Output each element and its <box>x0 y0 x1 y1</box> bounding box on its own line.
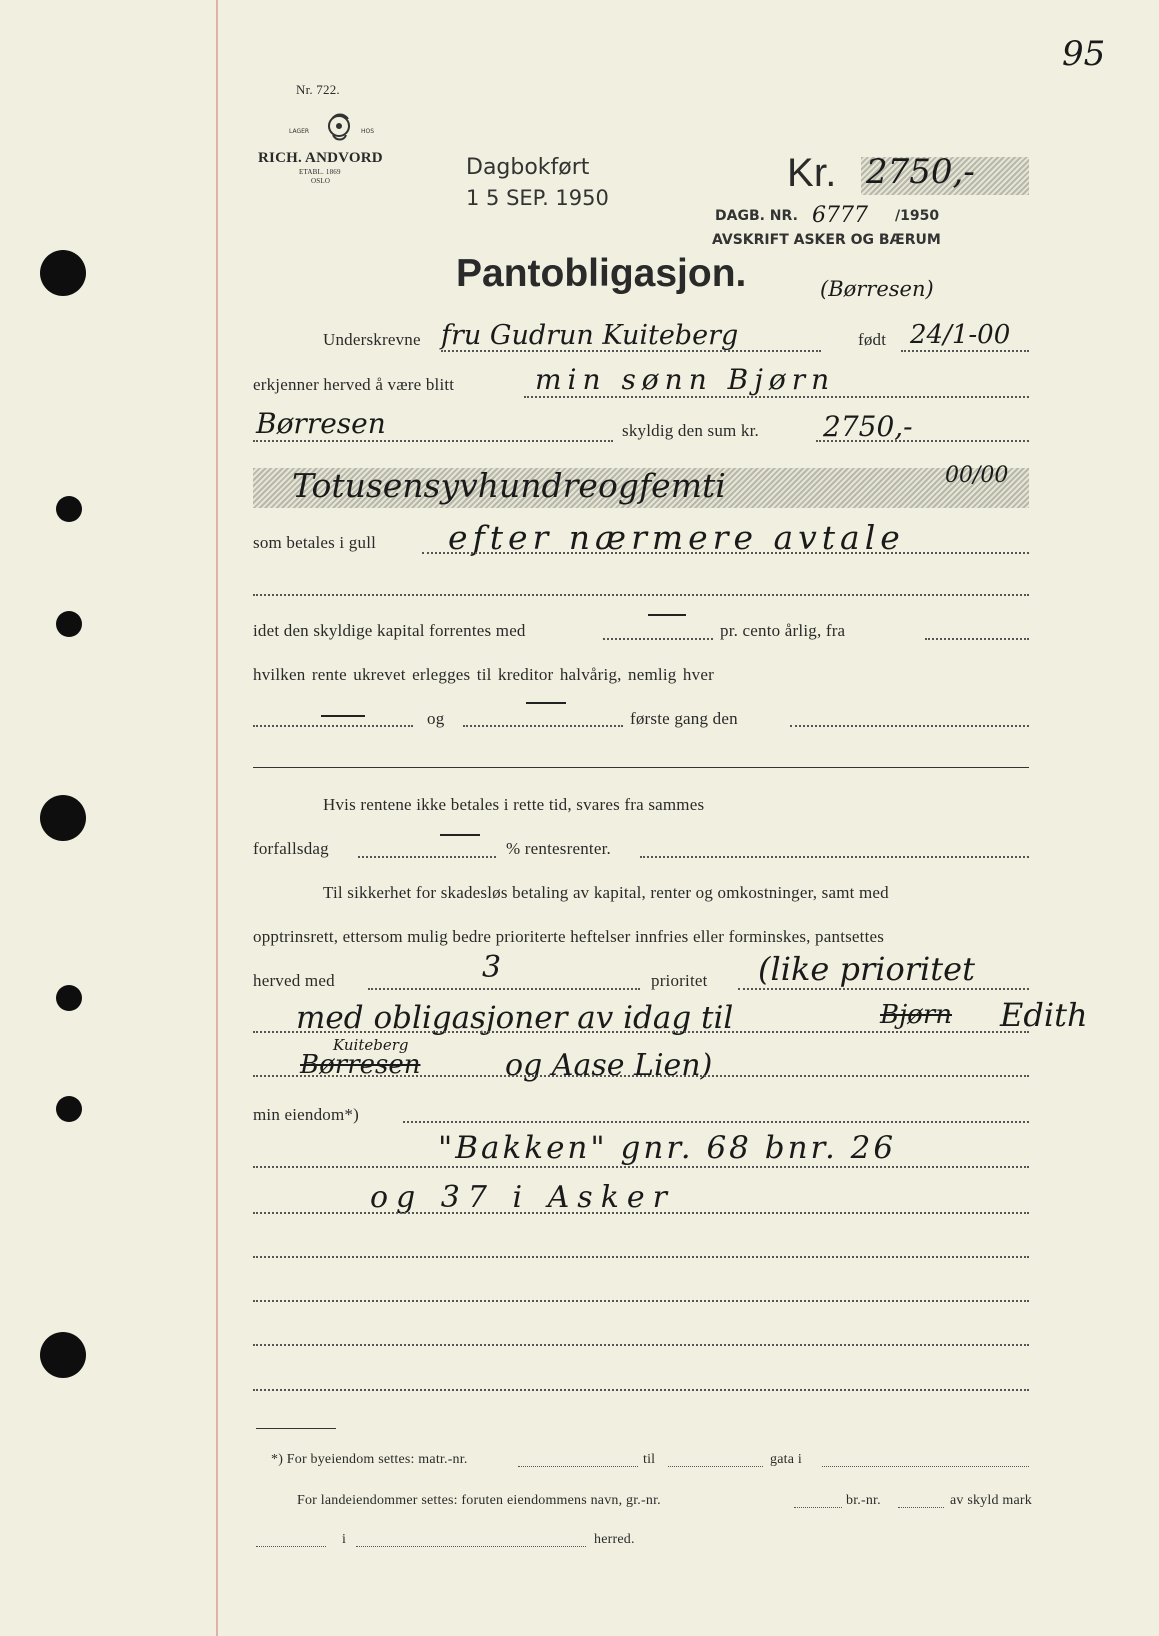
priority-note: (like prioritet <box>758 950 975 988</box>
struck-name: Bjørn <box>880 1000 952 1030</box>
fill-line <box>422 552 1029 554</box>
property-more: og 37 i Asker <box>370 1180 675 1215</box>
priority-number: 3 <box>482 950 502 985</box>
fill-line <box>463 725 623 727</box>
late-interest-line: Hvis rentene ikke betales i rette tid, svares fra sammes <box>323 795 705 814</box>
title-note: (Børresen) <box>820 277 934 301</box>
interest-label: idet den skyldige kapital forrentes med <box>253 621 526 640</box>
footnote-gata: gata i <box>770 1452 802 1467</box>
separator-line <box>253 767 1029 768</box>
punch-hole <box>56 496 82 522</box>
paid-terms: efter nærmere avtale <box>448 518 905 557</box>
fill-line <box>441 350 821 352</box>
fill-line <box>816 440 1029 442</box>
kuiteberg-name: Kuiteberg <box>333 1036 409 1054</box>
edith-name: Edith <box>1000 996 1088 1034</box>
dash-mark <box>321 715 365 717</box>
fill-line <box>256 1546 326 1547</box>
punch-hole <box>56 611 82 637</box>
priority-label: prioritet <box>651 971 708 990</box>
fill-line <box>901 350 1029 352</box>
dash-mark <box>440 834 480 836</box>
fill-line <box>253 1300 1029 1302</box>
undersigned-name: fru Gudrun Kuiteberg <box>441 320 739 351</box>
office-stamp: AVSKRIFT ASKER OG BÆRUM <box>712 232 941 248</box>
fill-line <box>368 988 640 990</box>
punch-hole <box>40 795 86 841</box>
fill-line <box>253 1166 1029 1168</box>
fill-line <box>822 1466 1029 1467</box>
footnote-end: av skyld mark <box>950 1493 1032 1508</box>
margin-rule <box>216 0 218 1636</box>
struck-name-2: Børresen <box>300 1050 421 1080</box>
registered-date: 1 5 SEP. 1950 <box>466 186 609 210</box>
born-label: født <box>858 330 887 349</box>
registered-stamp: Dagbokført <box>466 155 590 180</box>
fill-line <box>253 1212 1029 1214</box>
fill-line <box>794 1507 842 1508</box>
footnote-i: i <box>342 1532 347 1547</box>
fill-line <box>253 1256 1029 1258</box>
fill-line <box>253 725 413 727</box>
footnote-line-2: For landeiendommer settes: foruten eiendommens navn, gr.-nr. <box>297 1493 661 1508</box>
dash-mark <box>648 614 686 616</box>
property-label: min eiendom*) <box>253 1105 359 1124</box>
fill-line <box>925 638 1029 640</box>
security-line-2: opptrinsrett, ettersom mulig bedre prioriterte heftelser innfries eller forminskes, pantsettes <box>253 927 885 946</box>
fill-line <box>603 638 713 640</box>
creditor-name-1: min sønn Bjørn <box>535 363 836 396</box>
percent-label: % rentesrenter. <box>506 839 611 858</box>
document-title: Pantobligasjon. <box>456 252 747 295</box>
undersigned-label: Underskrevne <box>323 330 421 349</box>
punch-hole <box>56 985 82 1011</box>
publisher-city: OSLO <box>311 177 331 185</box>
amount-value: 2750,- <box>866 152 975 192</box>
punch-hole <box>56 1096 82 1122</box>
and-aase: og Aase Lien) <box>505 1048 713 1083</box>
amount-fraction: 00/00 <box>945 463 1009 488</box>
fill-line <box>898 1507 944 1508</box>
creditor-name-2: Børresen <box>256 407 386 440</box>
footnote-herred: herred. <box>594 1532 635 1547</box>
interest-unit: pr. cento årlig, fra <box>720 621 846 640</box>
born-date: 24/1-00 <box>910 320 1011 350</box>
fill-line <box>668 1466 763 1467</box>
and-label: og <box>427 709 445 728</box>
fill-line <box>253 1031 1029 1033</box>
herved-label: herved med <box>253 971 335 990</box>
amount-in-words: Totusensyvhundreogfemti <box>292 466 726 505</box>
logo-text-right: HOS <box>361 128 375 135</box>
fill-line <box>358 856 496 858</box>
fill-line <box>253 1075 1029 1077</box>
fill-line <box>253 1344 1029 1346</box>
footnote-til: til <box>643 1452 656 1467</box>
amount-label: Kr. <box>787 151 837 195</box>
logo-text-left: LAGER <box>289 128 310 135</box>
property-name: "Bakken" gnr. 68 bnr. 26 <box>438 1130 897 1166</box>
first-time-label: første gang den <box>630 709 738 728</box>
owes-label: skyldig den sum kr. <box>622 421 759 440</box>
footnote-br: br.-nr. <box>846 1493 881 1508</box>
footnote-line-1: *) For byeiendom settes: matr.-nr. <box>271 1452 468 1467</box>
owes-amount: 2750,- <box>823 410 913 443</box>
fill-line <box>253 594 1029 596</box>
dagbok-label: DAGB. NR. <box>715 208 798 224</box>
paid-label: som betales i gull <box>253 533 377 552</box>
fill-line <box>253 440 613 442</box>
footnote-rule <box>256 1428 336 1429</box>
acknowledges-label: erkjenner herved å være blitt <box>253 375 455 394</box>
fill-line <box>253 1389 1029 1391</box>
with-bonds-line: med obligasjoner av idag til <box>296 1000 734 1036</box>
fill-line <box>790 725 1029 727</box>
publisher-name: RICH. ANDVORD <box>258 150 383 166</box>
security-line-1: Til sikkerhet for skadesløs betaling av kapital, renter og omkostninger, samt med <box>323 883 889 902</box>
fill-line <box>356 1546 586 1547</box>
punch-hole <box>40 1332 86 1378</box>
fill-line <box>738 988 1029 990</box>
page-number: 95 <box>1062 34 1106 74</box>
fill-line <box>640 856 1029 858</box>
fill-line <box>524 396 1029 398</box>
publisher-established: ETABL. 1869 <box>299 168 341 176</box>
punch-hole <box>40 250 86 296</box>
due-label: forfallsdag <box>253 839 329 858</box>
dash-mark <box>526 702 566 704</box>
rent-line: hvilken rente ukrevet erlegges til kreditor halvårig, nemlig hver <box>253 665 714 684</box>
fill-line <box>403 1121 1029 1123</box>
form-number: Nr. 722. <box>296 82 340 97</box>
dagbok-year: /1950 <box>895 208 940 224</box>
publisher-logo <box>318 107 360 149</box>
fill-line <box>518 1466 638 1467</box>
dagbok-number: 6777 <box>812 203 868 228</box>
